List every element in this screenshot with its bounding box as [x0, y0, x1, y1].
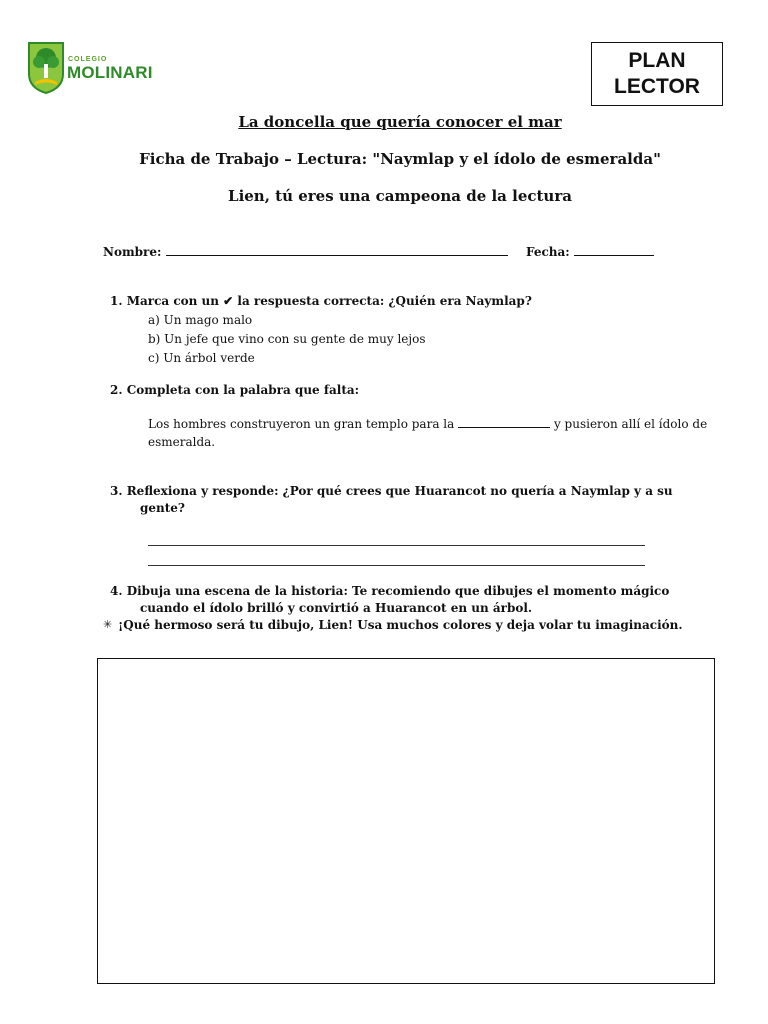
q4-prompt-line1: 4. Dibuja una escena de la historia: Te recomiendo que dibujes el momento mágico — [110, 584, 670, 598]
q2-text-after: y pusieron allí el ídolo de — [553, 417, 708, 431]
q3-answer-line-1[interactable] — [148, 545, 645, 546]
q1-prompt: 1. Marca con un ✔ la respuesta correcta: ¿Quién era Naymlap? — [110, 294, 532, 308]
school-logo — [26, 40, 153, 96]
logo-name: MOLINARI — [67, 63, 153, 82]
q3-answer-line-2[interactable] — [148, 565, 645, 566]
q2-blank[interactable] — [458, 415, 550, 428]
date-blank[interactable] — [574, 243, 654, 256]
greeting: Lien, tú eres una campeona de la lectura — [228, 187, 572, 205]
drawing-area[interactable] — [97, 658, 715, 984]
q2-prompt: 2. Completa con la palabra que falta: — [110, 383, 360, 397]
q3-prompt-line1: 3. Reflexiona y responde: ¿Por qué crees que Huarancot no quería a Naymlap y a su — [110, 484, 673, 498]
q4-encouragement: ¡Qué hermoso será tu dibujo, Lien! Usa muchos colores y deja volar tu imaginación. — [118, 618, 683, 632]
q2-sentence — [148, 415, 707, 431]
name-field — [103, 243, 508, 259]
q2-text-before: Los hombres construyeron un gran templo para la — [148, 417, 455, 431]
plan-lector-box — [591, 42, 723, 106]
name-label: Nombre: — [103, 245, 162, 259]
date-field — [526, 243, 654, 259]
date-label: Fecha: — [526, 245, 570, 259]
q1-option-b[interactable]: b) Un jefe que vino con su gente de muy lejos — [148, 332, 426, 346]
q4-prompt-line2: cuando el ídolo brilló y convirtió a Huarancot en un árbol. — [140, 601, 533, 615]
asterisk-bullet-icon: ✳ — [103, 618, 113, 631]
q1-option-c[interactable]: c) Un árbol verde — [148, 351, 255, 365]
logo-small-text: COLEGIO — [68, 56, 108, 63]
document-title: La doncella que quería conocer el mar — [238, 113, 562, 131]
name-blank[interactable] — [166, 243, 508, 256]
plan-line2: LECTOR — [614, 75, 700, 98]
plan-line1: PLAN — [628, 49, 686, 72]
q2-text-line2: esmeralda. — [148, 435, 216, 449]
q3-prompt-line2: gente? — [140, 501, 185, 515]
document-subtitle: Ficha de Trabajo – Lectura: "Naymlap y el ídolo de esmeralda" — [139, 150, 661, 168]
tree-shield-icon — [26, 40, 66, 94]
q1-option-a[interactable]: a) Un mago malo — [148, 313, 253, 327]
